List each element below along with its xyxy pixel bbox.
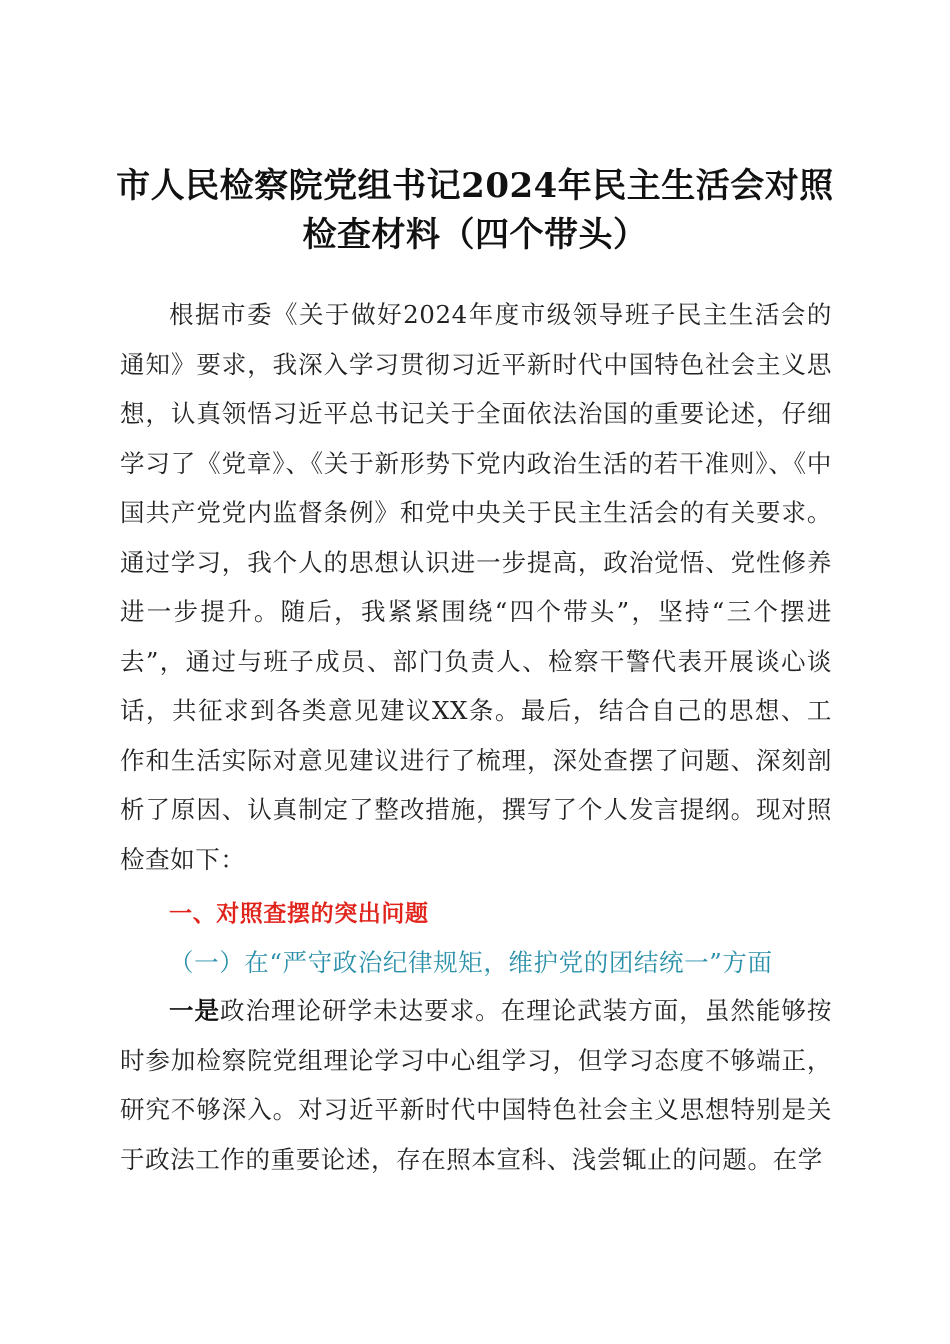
point-lead: 一是 <box>169 996 221 1025</box>
subsection-heading: （一）在“严守政治纪律规矩，维护党的团结统一”方面 <box>169 948 773 977</box>
point-paragraph <box>120 986 832 1184</box>
document-title: 市人民检察院党组书记2024年民主生活会对照检查材料（四个带头） <box>116 166 834 255</box>
intro-paragraph: 根据市委《关于做好2024年度市级领导班子民主生活会的通知》要求，我深入学习贯彻习近平新时代中国特色社会主义思想，认真领悟习近平总书记关于全面依法治国的重要论述，仔细学习了《党章》、《关于新形势下党内政治生活的若干准则》、《中国共产党党内监督条例》和党中央关于民主生活会的有关要求。通过学习，我个人的思想认识进一步提高，政治觉悟、党性修养进一步提升。随后，我紧紧围绕“四个带头”，坚持“三个摆进去”，通过与班子成员、部门负责人、检察干警代表开展谈心谈话，共征求到各类意见建议XX条。最后，结合自己的思想、工作和生活实际对意见建议进行了梳理，深处查摆了问题、深刻剖析了原因、认真制定了整改措施，撰写了个人发言提纲。现对照检查如下： <box>120 300 832 874</box>
section-heading: 一、对照查摆的突出问题 <box>169 901 429 927</box>
point-text: 政治理论研学未达要求。在理论武装方面，虽然能够按时参加检察院党组理论学习中心组学习，但学习态度不够端正，研究不够深入。对习近平新时代中国特色社会主义思想特别是关于政法工作的重要论述，存在照本宣科、浅尝辄止的问题。在学 <box>120 996 832 1174</box>
